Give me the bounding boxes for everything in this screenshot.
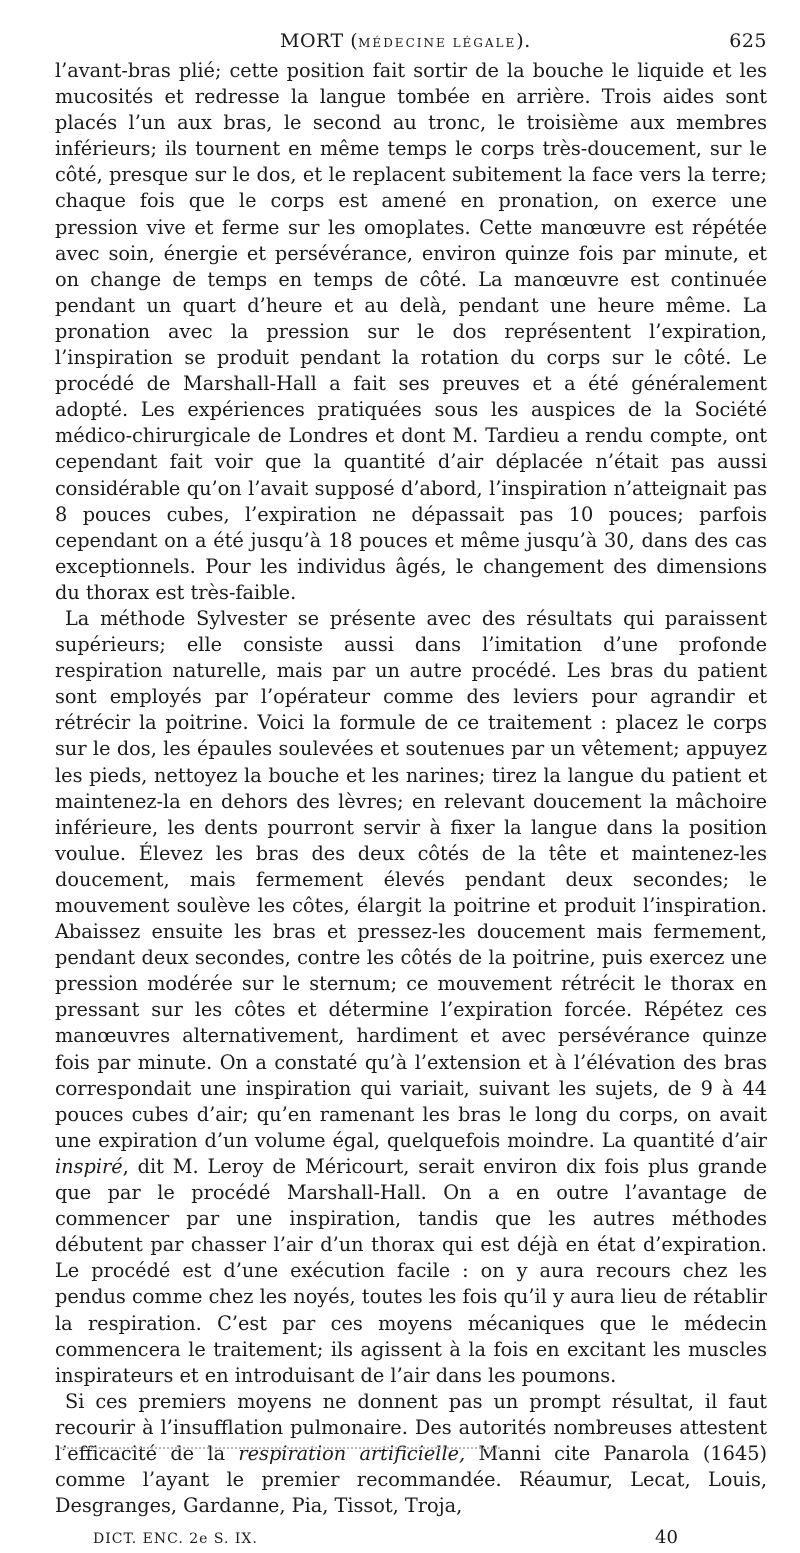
page [55,30,767,1553]
paragraph-2: La méthode Sylvester se présente avec des résultats qui paraissent supérieurs; elle consiste aussi dans l’imitation d’une profonde respiration naturelle, mais par un autre procédé. Les bras du patient sont employés par l’opérateur comme des leviers pour agrandir et rétrécir la poitrine. Voici la formule de ce traitement : placez le corps sur le dos, les épaules soulevées et soutenues par un vêtement; appuyez les pieds, nettoyez la bouche et les narines; tirez la langue du patient et maintenez-la en dehors des lèvres; en relevant doucement la mâchoire inférieure, les dents pourront servir à fixer la langue dans la position voulue. Élevez les bras des deux côtés de la tête et maintenez-les doucement, mais fermement élevés pendant deux secondes; le mouvement soulève les côtes, élargit la poitrine et produit l’inspiration. Abaissez ensuite les bras et pressez-les doucement mais fermement, pendant deux secondes, contre les côtés de la poitrine, puis exercez une pression modérée sur le sternum; ce mouvement rétrécit le thorax en pressant sur les côtes et détermine l’expiration forcée. Répétez ces manœuvres alternativement, hardiment et avec persévérance quinze fois par minute. On a constaté qu’à l’extension et à l’élévation des bras correspondait une inspiration qui variait, suivant les sujets, de 9 à 44 pouces cubes d’air; qu’en ramenant les bras le long du corps, on avait une expiration d’un volume égal, quelquefois moindre. La quantité d’air inspiré, dit M. Leroy de Méricourt, serait environ dix fois plus grande que par le procédé Marshall-Hall. On a en outre l’avantage de commencer par une inspiration, tandis que les autres méthodes débutent par chasser l’air d’un thorax qui est déjà en état d’expiration. Le procédé est d’une exécution facile : on y aura recours chez les pendus comme chez les noyés, toutes les fois qu’il y aura lieu de rétablir la respiration. C’est par ces moyens mécaniques que le médecin commencera le traitement; ils agissent à la fois en excitant les muscles inspirateurs et en introduisant de l’air dans les poumons. [55,606,767,1387]
paragraph-3: Si ces premiers moyens ne donnent pas un prompt résultat, il faut recourir à l’insufflation pulmonaire. Des autorités nombreuses attestent l’efficacité de la respiration artificielle, Manni cite Panarola (1645) comme l’ayant le premier recommandée. Réaumur, Lecat, Louis, Desgranges, Gardanne, Pia, Tissot, Troja, [55,1389,767,1518]
body-text [55,58,767,1519]
italic-term-inspire: inspiré [55,1154,123,1178]
running-title-subject: MÉDECINE LÉGALE [358,36,517,50]
signature-mark: DICT. ENC. 2e S. IX. [93,1531,258,1548]
bleed-through-line [60,1447,500,1451]
sheet-number: 40 [655,1527,678,1549]
paragraph-1: l’avant-bras plié; cette position fait sortir de la bouche le liquide et les mucosités et redresse la langue tombée en arrière. Trois aides sont placés l’un aux bras, le second au tronc, le troisième aux membres inférieurs; ils tournent en même temps le corps très-doucement, sur le côté, presque sur le dos, et le replacent subitement la face vers la terre; chaque fois que le corps est amené en pronation, on exerce une pression vive et ferme sur les omoplates. Cette manœuvre est répétée avec soin, énergie et persévérance, environ quinze fois par minute, et on change de temps en temps de côté. La manœuvre est continuée pendant un quart d’heure et au delà, pendant une heure même. La pronation avec la pression sur le dos représentent l’expiration, l’inspiration se produit pendant la rotation du corps sur le côté. Le procédé de Marshall-Hall a fait ses preuves et a été généralement adopté. Les expériences pratiquées sous les auspices de la Société médico-chirurgicale de Londres et dont M. Tardieu a rendu compte, ont cependant fait voir que la quantité d’air déplacée n’était pas aussi considérable qu’on l’avait supposé d’abord, l’inspiration n’atteignait pas 8 pouces cubes, l’expiration ne dépassait pas 10 pouces; parfois cependant on a été jusqu’à 18 pouces et même jusqu’à 30, dans des cas exceptionnels. Pour les individus âgés, le changement des dimensions du thorax est très-faible. [55,59,767,604]
running-title: MORT (MÉDECINE LÉGALE). [280,30,531,52]
running-header [55,30,767,58]
page-number: 625 [729,30,767,52]
italic-term-respiration: respiration artificielle, [238,1441,466,1465]
page-footer [55,1527,767,1553]
